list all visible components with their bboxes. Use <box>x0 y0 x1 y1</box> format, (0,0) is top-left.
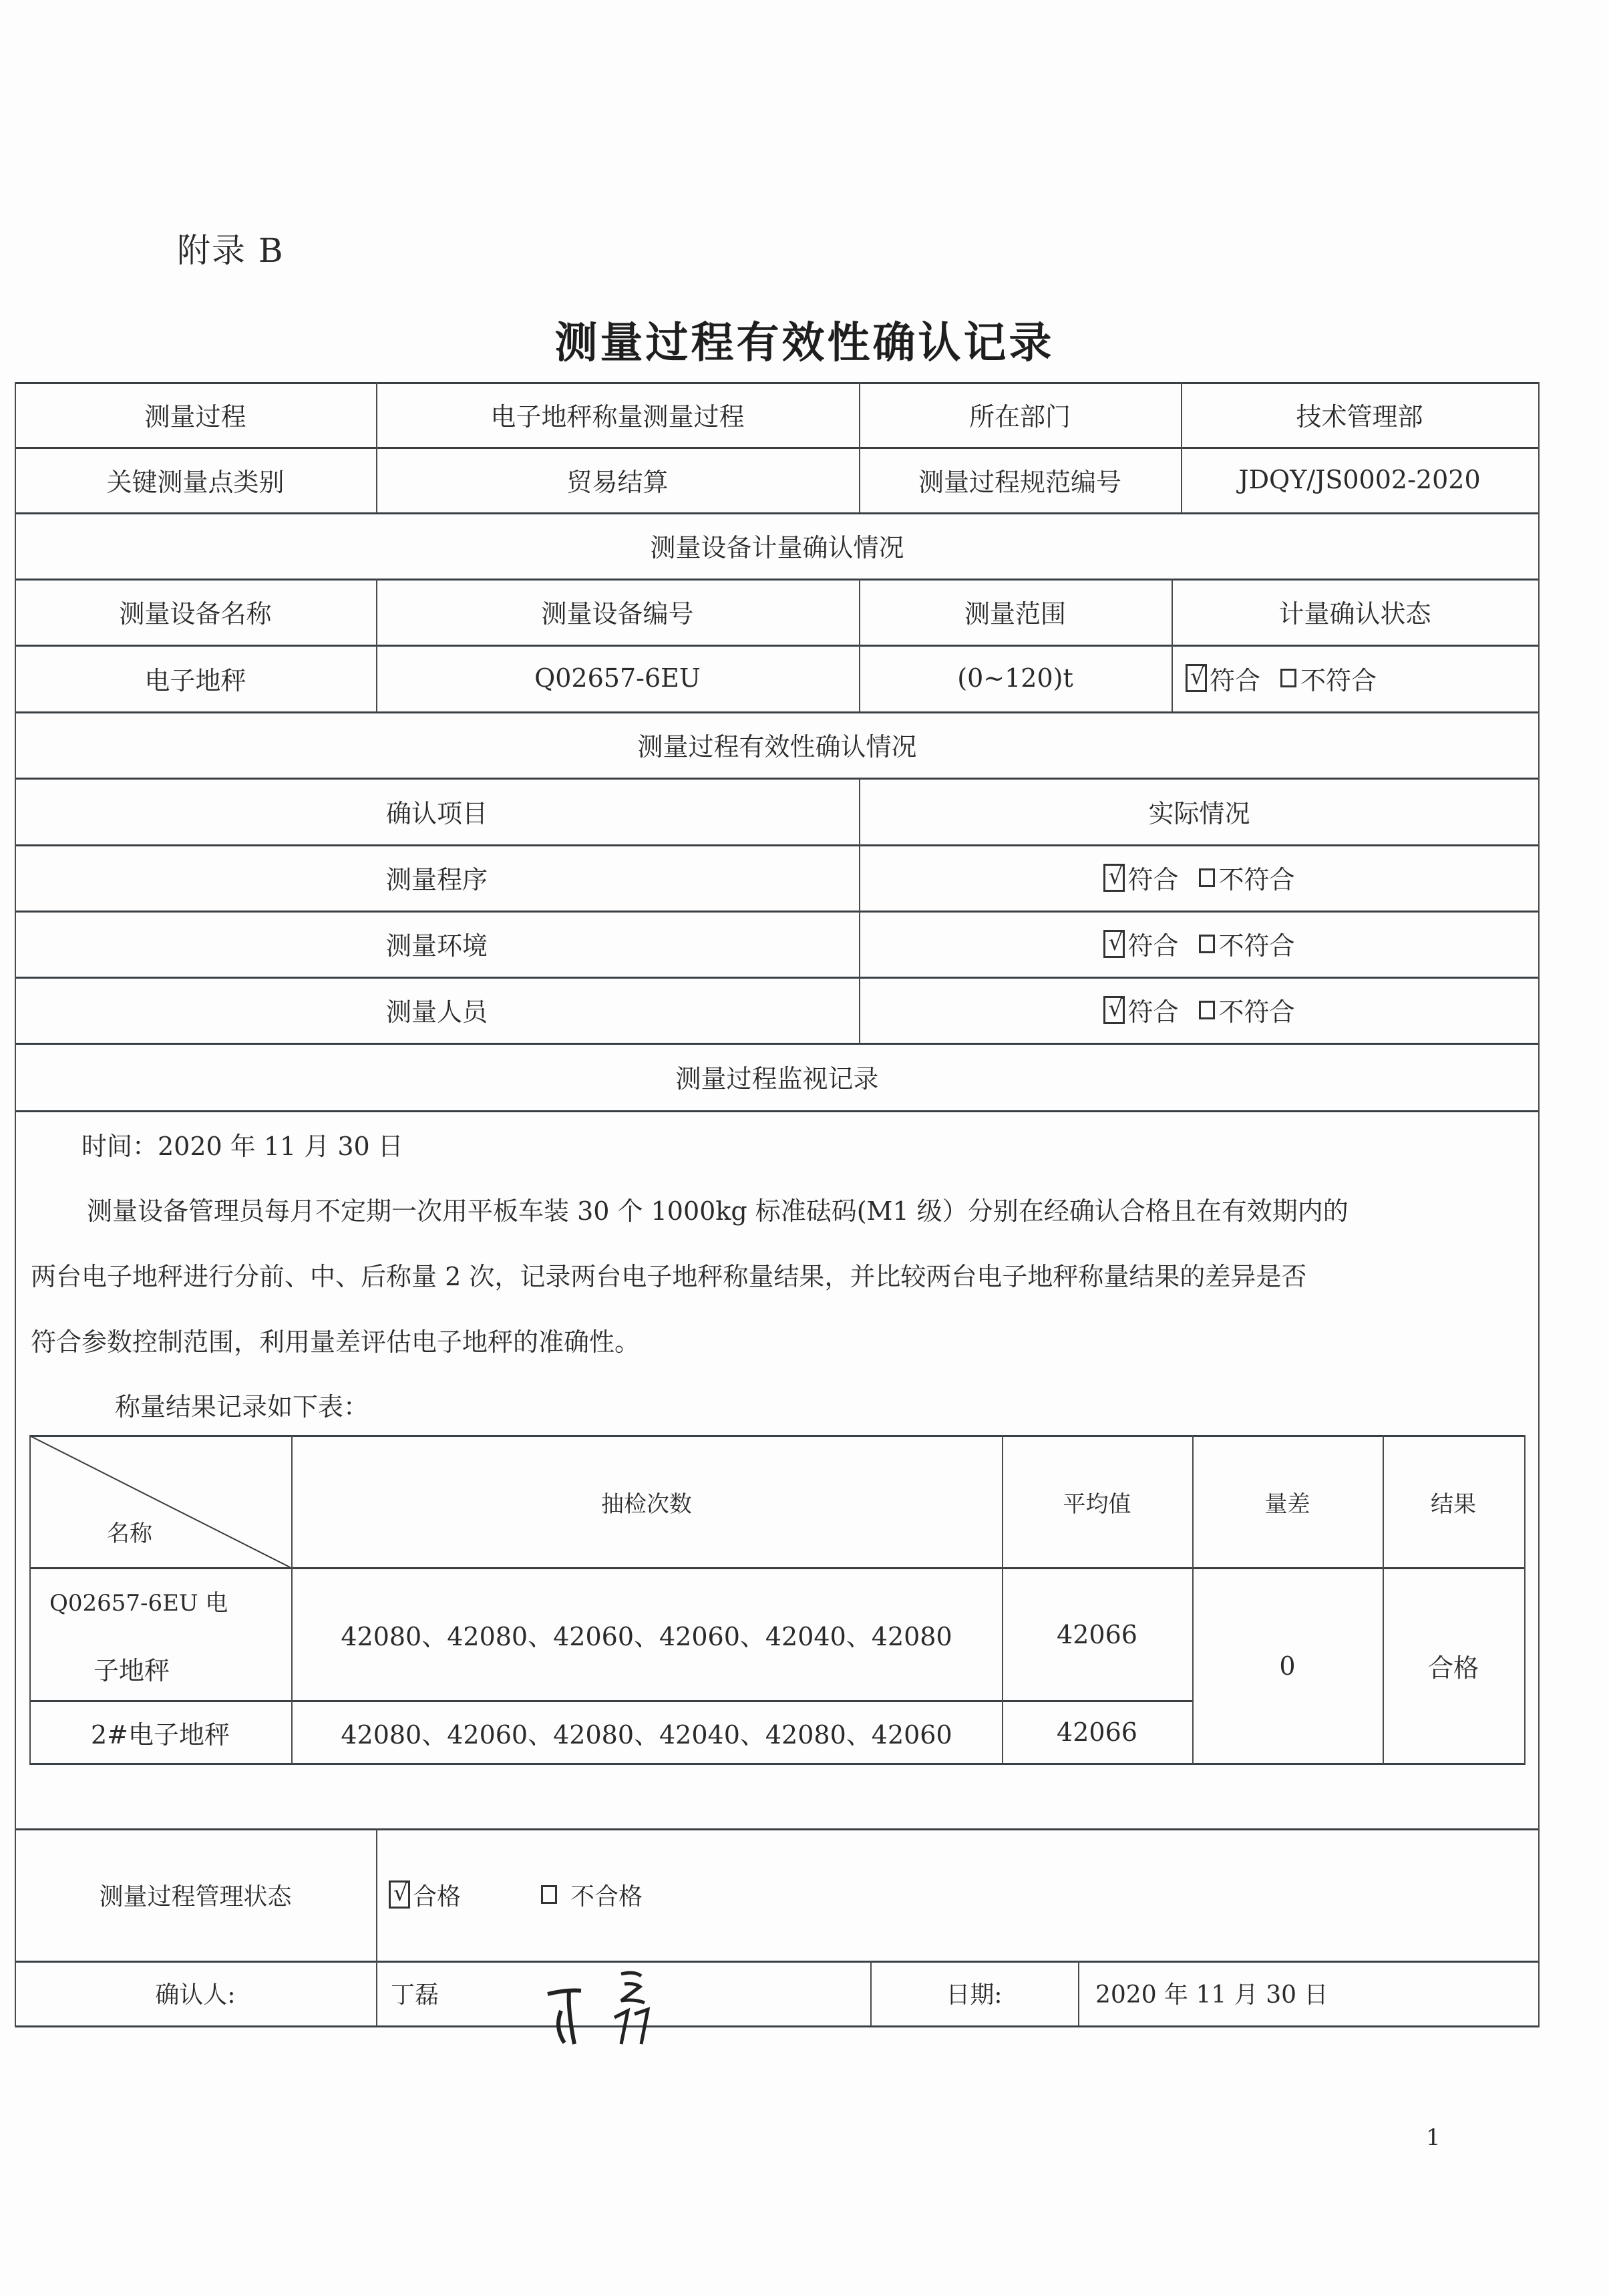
validity-col-item: 确认项目 <box>385 798 488 828</box>
row-name: Q02657-6EU 电 <box>49 1590 228 1617</box>
empty-checkbox-icon[interactable] <box>1199 1001 1215 1019</box>
date-value: 2020 年 11 月 30 日 <box>1095 1981 1328 2009</box>
dept-value: 技术管理部 <box>1296 402 1423 432</box>
empty-checkbox-icon[interactable] <box>541 1885 557 1904</box>
status-ng-option[interactable] <box>1280 660 1377 697</box>
status-ng-label: 不符合 <box>1300 665 1377 695</box>
equipment-col-name: 测量设备名称 <box>119 599 272 629</box>
monitoring-section-title: 测量过程监视记录 <box>675 1064 879 1094</box>
validity-ok-option[interactable] <box>1103 925 1178 962</box>
result-value: 合格 <box>1427 1653 1479 1683</box>
checked-checkbox-icon[interactable] <box>1103 930 1125 958</box>
management-status <box>389 1828 1524 1961</box>
ok-label: 符合 <box>1127 997 1179 1027</box>
validity-status <box>859 911 1540 977</box>
col-samples: 抽检次数 <box>601 1490 692 1518</box>
empty-checkbox-icon[interactable] <box>1199 935 1215 953</box>
ok-label: 符合 <box>1127 931 1179 961</box>
equipment-name: 电子地秤 <box>144 665 246 695</box>
monitoring-paragraph-line: 测量设备管理员每月不定期一次用平板车装 30 个 1000kg 标准砝码(M1 级）分别在经确认合格且在有效期内的 <box>87 1196 1349 1226</box>
management-ok-option[interactable] <box>389 1878 461 1912</box>
category-label: 关键测量点类别 <box>106 467 285 497</box>
validity-item: 测量环境 <box>385 931 488 961</box>
equipment-range: (0~120)t <box>957 663 1073 693</box>
equipment-col-code: 测量设备编号 <box>541 599 694 629</box>
monitoring-time: 时间：2020 年 11 月 30 日 <box>81 1132 403 1161</box>
page-number: 1 <box>1426 2124 1441 2151</box>
ok-label: 符合 <box>1127 865 1179 894</box>
difference-value: 0 <box>1279 1651 1296 1681</box>
equipment-section-title: 测量设备计量确认情况 <box>650 533 904 562</box>
ok-label: 合格 <box>413 1882 462 1911</box>
ng-label: 不符合 <box>1218 931 1295 961</box>
validity-status <box>859 844 1540 911</box>
validity-ng-option[interactable] <box>1199 925 1295 962</box>
table-rule <box>15 1110 1540 1112</box>
appendix-label: 附录 B <box>177 231 285 270</box>
col-result: 结果 <box>1431 1490 1476 1518</box>
date-label: 日期: <box>946 1981 1003 2009</box>
spec-value: JDQY/JS0002-2020 <box>1238 465 1481 494</box>
dept-label: 所在部门 <box>968 402 1071 432</box>
validity-item: 测量程序 <box>385 865 488 894</box>
checked-checkbox-icon[interactable] <box>1186 664 1207 692</box>
validity-ok-option[interactable] <box>1103 859 1178 896</box>
validity-item: 测量人员 <box>385 997 488 1027</box>
validity-ok-option[interactable] <box>1103 991 1178 1028</box>
table-border <box>15 2025 1540 2027</box>
status-ok-option[interactable] <box>1186 660 1260 697</box>
row-samples: 42080、42060、42080、42040、42080、42060 <box>341 1719 952 1750</box>
ng-label: 不符合 <box>1218 997 1295 1027</box>
management-status-label: 测量过程管理状态 <box>99 1882 292 1911</box>
process-label: 测量过程 <box>144 402 246 432</box>
equipment-status <box>1186 645 1533 711</box>
table-border <box>1538 382 1540 2027</box>
checked-checkbox-icon[interactable] <box>1103 996 1125 1024</box>
row-average: 42066 <box>1057 1619 1137 1649</box>
monitoring-paragraph-line: 符合参数控制范围，利用量差评估电子地秤的准确性。 <box>31 1327 641 1357</box>
table-rule <box>376 1828 377 2026</box>
corner-label: 名称 <box>107 1520 152 1547</box>
handwritten-signature <box>534 1964 708 2051</box>
table-rule <box>1078 1961 1079 2026</box>
diagonal-header-divider <box>29 1435 291 1569</box>
empty-checkbox-icon[interactable] <box>1199 868 1215 887</box>
row-name-cont: 子地秤 <box>94 1656 170 1685</box>
row-name: 2#电子地秤 <box>90 1719 230 1750</box>
table-border <box>29 1763 1526 1765</box>
validity-status <box>859 977 1540 1043</box>
category-value: 贸易结算 <box>566 467 669 497</box>
confirmer-name: 丁磊 <box>391 1981 439 2009</box>
management-ng-option[interactable] <box>541 1878 643 1912</box>
col-average: 平均值 <box>1063 1490 1131 1518</box>
equipment-code: Q02657-6EU <box>534 663 701 693</box>
equipment-col-range: 测量范围 <box>964 599 1066 629</box>
process-value: 电子地秤称量测量过程 <box>490 402 745 432</box>
status-ok-label: 符合 <box>1210 665 1261 695</box>
checked-checkbox-icon[interactable] <box>1103 864 1125 892</box>
document-title: 测量过程有效性确认记录 <box>554 318 1055 368</box>
table-border <box>1524 1435 1526 1764</box>
row-samples: 42080、42080、42060、42060、42040、42080 <box>341 1622 952 1651</box>
col-difference: 量差 <box>1264 1490 1310 1518</box>
table-intro: 称量结果记录如下表： <box>115 1392 369 1422</box>
confirmer-label: 确认人: <box>155 1981 236 2009</box>
ng-label: 不合格 <box>570 1882 643 1911</box>
row-average: 42066 <box>1057 1717 1137 1747</box>
ng-label: 不符合 <box>1218 865 1295 894</box>
empty-checkbox-icon[interactable] <box>1280 669 1296 687</box>
monitoring-paragraph-line: 两台电子地秤进行分前、中、后称量 2 次，记录两台电子地秤称量结果，并比较两台电子地秤称量结果的差异是否 <box>31 1262 1307 1291</box>
validity-section-title: 测量过程有效性确认情况 <box>637 732 917 762</box>
validity-ng-option[interactable] <box>1199 991 1295 1028</box>
validity-ng-option[interactable] <box>1199 859 1295 896</box>
spec-label: 测量过程规范编号 <box>918 467 1121 497</box>
equipment-col-status: 计量确认状态 <box>1278 599 1431 629</box>
validity-col-actual: 实际情况 <box>1148 798 1250 828</box>
checked-checkbox-icon[interactable] <box>389 1880 410 1909</box>
